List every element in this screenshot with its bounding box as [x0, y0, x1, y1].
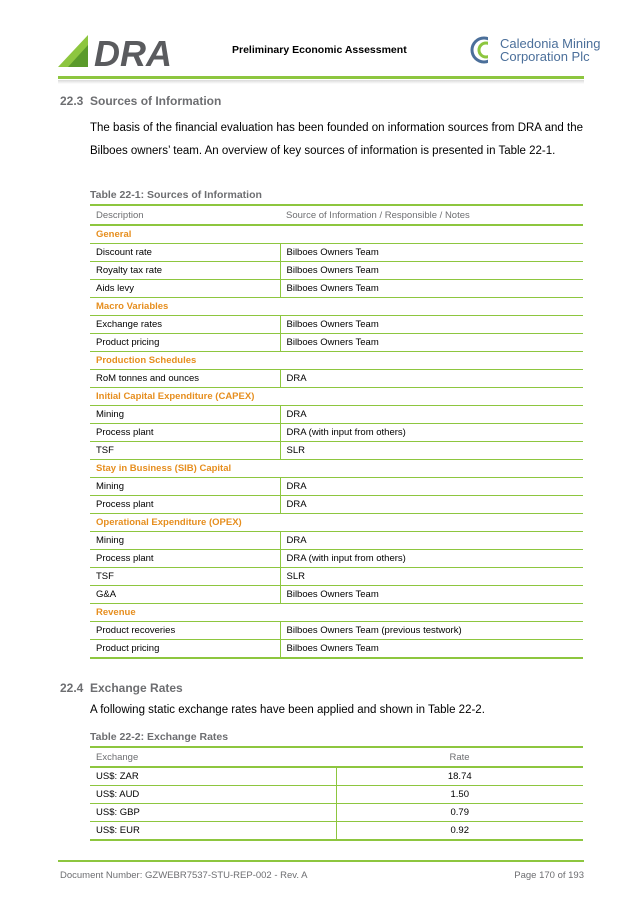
exchange-cell: US$: AUD: [90, 786, 336, 804]
table-row: [90, 622, 583, 640]
source-cell: Bilboes Owners Team: [280, 280, 583, 298]
source-cell: DRA: [280, 496, 583, 514]
page-number: Page 170 of 193: [514, 870, 584, 881]
table-title-sources: Table 22-1: Sources of Information: [90, 189, 262, 201]
company-name: Caledonia Mining Corporation Plc: [500, 36, 601, 64]
table-row: [90, 786, 583, 804]
table-row: [90, 496, 583, 514]
rate-cell: 0.92: [336, 822, 583, 841]
section-heading-exchange: 22.4 Exchange Rates: [60, 681, 183, 695]
table-row: [90, 334, 583, 352]
description-cell: RoM tonnes and ounces: [90, 370, 280, 388]
description-cell: Process plant: [90, 496, 280, 514]
rate-cell: 0.79: [336, 804, 583, 822]
paragraph-exchange: A following static exchange rates have been applied and shown in Table 22-2.: [90, 704, 485, 716]
description-cell: TSF: [90, 568, 280, 586]
description-cell: TSF: [90, 442, 280, 460]
source-cell: Bilboes Owners Team: [280, 334, 583, 352]
source-cell: Bilboes Owners Team: [280, 244, 583, 262]
table-header-row: [90, 205, 583, 225]
rate-cell: 1.50: [336, 786, 583, 804]
table-row: [90, 804, 583, 822]
exchange-cell: US$: ZAR: [90, 767, 336, 786]
table-row: [90, 550, 583, 568]
document-title: Preliminary Economic Assessment: [232, 44, 407, 56]
table-category-row: [90, 352, 583, 370]
table-row: [90, 442, 583, 460]
description-cell: Royalty tax rate: [90, 262, 280, 280]
column-header: Exchange: [90, 747, 336, 767]
description-cell: Mining: [90, 478, 280, 496]
column-header: Rate: [336, 747, 583, 767]
sources-table: [90, 204, 583, 659]
section-heading-sources: 22.3 Sources of Information: [60, 94, 222, 108]
source-cell: Bilboes Owners Team: [280, 640, 583, 659]
table-row: [90, 568, 583, 586]
source-cell: DRA (with input from others): [280, 424, 583, 442]
table-row: [90, 316, 583, 334]
description-cell: Process plant: [90, 424, 280, 442]
description-cell: Process plant: [90, 550, 280, 568]
source-cell: SLR: [280, 442, 583, 460]
source-cell: SLR: [280, 568, 583, 586]
column-header: Description: [90, 205, 280, 225]
description-cell: G&A: [90, 586, 280, 604]
table-row: [90, 424, 583, 442]
caledonia-logo-icon: [470, 36, 498, 64]
source-cell: DRA: [280, 532, 583, 550]
dra-logo: [58, 33, 198, 69]
source-cell: Bilboes Owners Team: [280, 586, 583, 604]
table-row: [90, 280, 583, 298]
table-row: [90, 244, 583, 262]
category-label: Operational Expenditure (OPEX): [90, 514, 583, 532]
category-label: Initial Capital Expenditure (CAPEX): [90, 388, 583, 406]
svg-text:DRA: DRA: [94, 33, 172, 69]
exchange-cell: US$: EUR: [90, 822, 336, 841]
source-cell: DRA (with input from others): [280, 550, 583, 568]
category-label: Revenue: [90, 604, 583, 622]
table-row: [90, 262, 583, 280]
document-number: Document Number: GZWEBR7537-STU-REP-002 - Rev. A: [60, 870, 308, 881]
description-cell: Mining: [90, 532, 280, 550]
source-cell: DRA: [280, 478, 583, 496]
category-label: Macro Variables: [90, 298, 583, 316]
footer-rule: [58, 860, 584, 862]
category-label: General: [90, 225, 583, 244]
table-category-row: [90, 604, 583, 622]
table-category-row: [90, 298, 583, 316]
source-cell: DRA: [280, 406, 583, 424]
table-category-row: [90, 460, 583, 478]
description-cell: Discount rate: [90, 244, 280, 262]
source-cell: DRA: [280, 370, 583, 388]
table-row: [90, 370, 583, 388]
paragraph-sources: The basis of the financial evaluation has been founded on information sources from DRA and the Bilboes owners’ team. An overview of key sources of information is presented in Table 22-1.: [90, 122, 583, 157]
source-cell: Bilboes Owners Team (previous testwork): [280, 622, 583, 640]
category-label: Stay in Business (SIB) Capital: [90, 460, 583, 478]
table-header-row: [90, 747, 583, 767]
table-title-exchange: Table 22-2: Exchange Rates: [90, 731, 229, 743]
table-row: [90, 406, 583, 424]
column-header: Source of Information / Responsible / Notes: [280, 205, 583, 225]
table-row: [90, 822, 583, 841]
description-cell: Product pricing: [90, 334, 280, 352]
table-category-row: [90, 514, 583, 532]
table-row: [90, 586, 583, 604]
table-category-row: [90, 225, 583, 244]
table-row: [90, 532, 583, 550]
description-cell: Exchange rates: [90, 316, 280, 334]
table-row: [90, 640, 583, 659]
description-cell: Product recoveries: [90, 622, 280, 640]
category-label: Production Schedules: [90, 352, 583, 370]
table-category-row: [90, 388, 583, 406]
page-header: [0, 0, 644, 90]
rate-cell: 18.74: [336, 767, 583, 786]
exchange-rates-table: [90, 746, 583, 841]
description-cell: Mining: [90, 406, 280, 424]
description-cell: Product pricing: [90, 640, 280, 659]
source-cell: Bilboes Owners Team: [280, 316, 583, 334]
exchange-cell: US$: GBP: [90, 804, 336, 822]
source-cell: Bilboes Owners Team: [280, 262, 583, 280]
header-shadow: [58, 80, 584, 84]
table-row: [90, 767, 583, 786]
description-cell: Aids levy: [90, 280, 280, 298]
table-row: [90, 478, 583, 496]
header-rule: [58, 76, 584, 79]
